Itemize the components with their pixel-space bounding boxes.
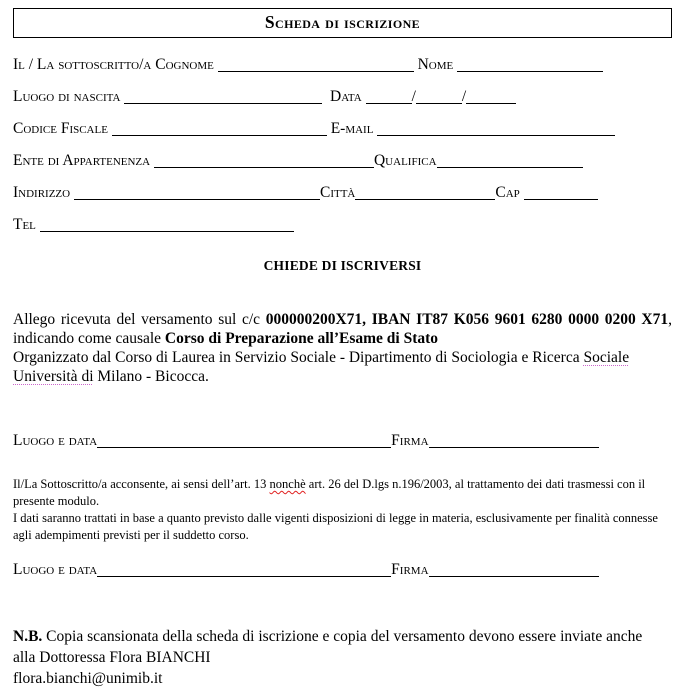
field-row-cognome-nome <box>13 56 672 74</box>
firma-label: Firma <box>391 561 429 578</box>
email-fill-line <box>377 135 615 136</box>
privacy-consent-paragraph <box>13 476 678 544</box>
organizer-text: Organizzato dal Corso di Laurea in Servizio Sociale - Dipartimento di Sociologia e Ricerca <box>13 349 584 366</box>
field-row-ente-qualifica <box>13 152 672 170</box>
data-day-fill-line <box>366 103 412 104</box>
nb-text: Copia scansionata della scheda di iscrizione e copia del versamento devono essere inviate anche alla Dottoressa Flora BIANCHI <box>13 628 643 666</box>
nb-note-paragraph <box>13 626 653 689</box>
payment-paragraph <box>13 310 672 386</box>
ente-fill-line <box>154 167 374 168</box>
codice-fiscale-fill-line <box>112 135 327 136</box>
field-row-cf-email <box>13 120 672 138</box>
nome-fill-line <box>457 71 603 72</box>
data-label: Data <box>330 88 362 105</box>
luogo-e-data-label: Luogo e data <box>13 432 98 449</box>
cognome-label: Il / La sottoscritto/a Cognome <box>13 56 214 73</box>
privacy-text: I dati saranno trattati in base a quanto previsto dalle vigenti disposizioni di legge in materia, esclusivamente per finalità connesse agli adempimenti previsti per il suddetto corso. <box>13 511 658 542</box>
form-title-box <box>13 8 672 38</box>
data-year-fill-line <box>466 103 516 104</box>
signature-row-2 <box>13 561 672 579</box>
data-month-fill-line <box>416 103 462 104</box>
cap-fill-line <box>524 199 598 200</box>
luogo-nascita-label: Luogo di nascita <box>13 88 121 105</box>
ente-label: Ente di Appartenenza <box>13 152 151 169</box>
luogo-e-data-fill-line <box>97 576 391 577</box>
payment-text: , indicando come causale <box>13 311 673 347</box>
qualifica-fill-line <box>437 167 583 168</box>
luogo-e-data-label: Luogo e data <box>13 561 98 578</box>
firma-fill-line <box>429 447 599 448</box>
causale-bold: Corso di Preparazione all’Esame di Stato <box>164 330 439 347</box>
privacy-text: art. 26 del D.lgs n.196/2003, al trattamento dei dati trasmessi con il presente modulo. <box>13 477 646 508</box>
university-text: Milano - Bicocca. <box>93 368 209 385</box>
grammar-marked-word: Sociale <box>583 349 630 366</box>
firma-label: Firma <box>391 432 429 449</box>
account-iban-bold: 000000200X71, IBAN IT87 K056 9601 6280 0000 0200 X71 <box>265 311 669 328</box>
luogo-e-data-fill-line <box>97 447 391 448</box>
qualifica-label: Qualifica <box>373 152 437 169</box>
cap-label: Cap <box>495 184 520 201</box>
privacy-text: Il/La Sottoscritto/a acconsente, ai sensi dell’art. 13 <box>13 477 270 491</box>
grammar-marked-word: Università di <box>13 368 94 385</box>
tel-fill-line <box>40 231 294 232</box>
tel-label: Tel <box>13 216 36 233</box>
email-label: E-mail <box>330 120 374 137</box>
spellcheck-marked-word: nonchè <box>269 477 306 491</box>
contact-email: flora.bianchi@unimib.it <box>13 670 163 687</box>
citta-label: Città <box>319 184 356 201</box>
signature-row-1 <box>13 432 672 450</box>
field-row-tel <box>13 216 672 234</box>
nb-bold: N.B. <box>13 628 43 645</box>
firma-fill-line <box>429 576 599 577</box>
field-row-indirizzo-citta-cap <box>13 184 672 202</box>
luogo-nascita-fill-line <box>124 103 322 104</box>
payment-text: Allego ricevuta del versamento sul c/c <box>13 311 266 328</box>
indirizzo-label: Indirizzo <box>13 184 71 201</box>
cognome-fill-line <box>218 71 414 72</box>
field-row-nascita-data <box>13 88 672 106</box>
citta-fill-line <box>355 199 495 200</box>
nome-label: Nome <box>417 56 454 73</box>
codice-fiscale-label: Codice Fiscale <box>13 120 108 137</box>
page-title: Scheda di iscrizione <box>264 12 421 32</box>
date-separator: / <box>461 88 467 105</box>
indirizzo-fill-line <box>74 199 320 200</box>
chiede-di-iscriversi-heading: CHIEDE DI ISCRIVERSI <box>263 258 422 273</box>
date-separator: / <box>411 88 416 105</box>
